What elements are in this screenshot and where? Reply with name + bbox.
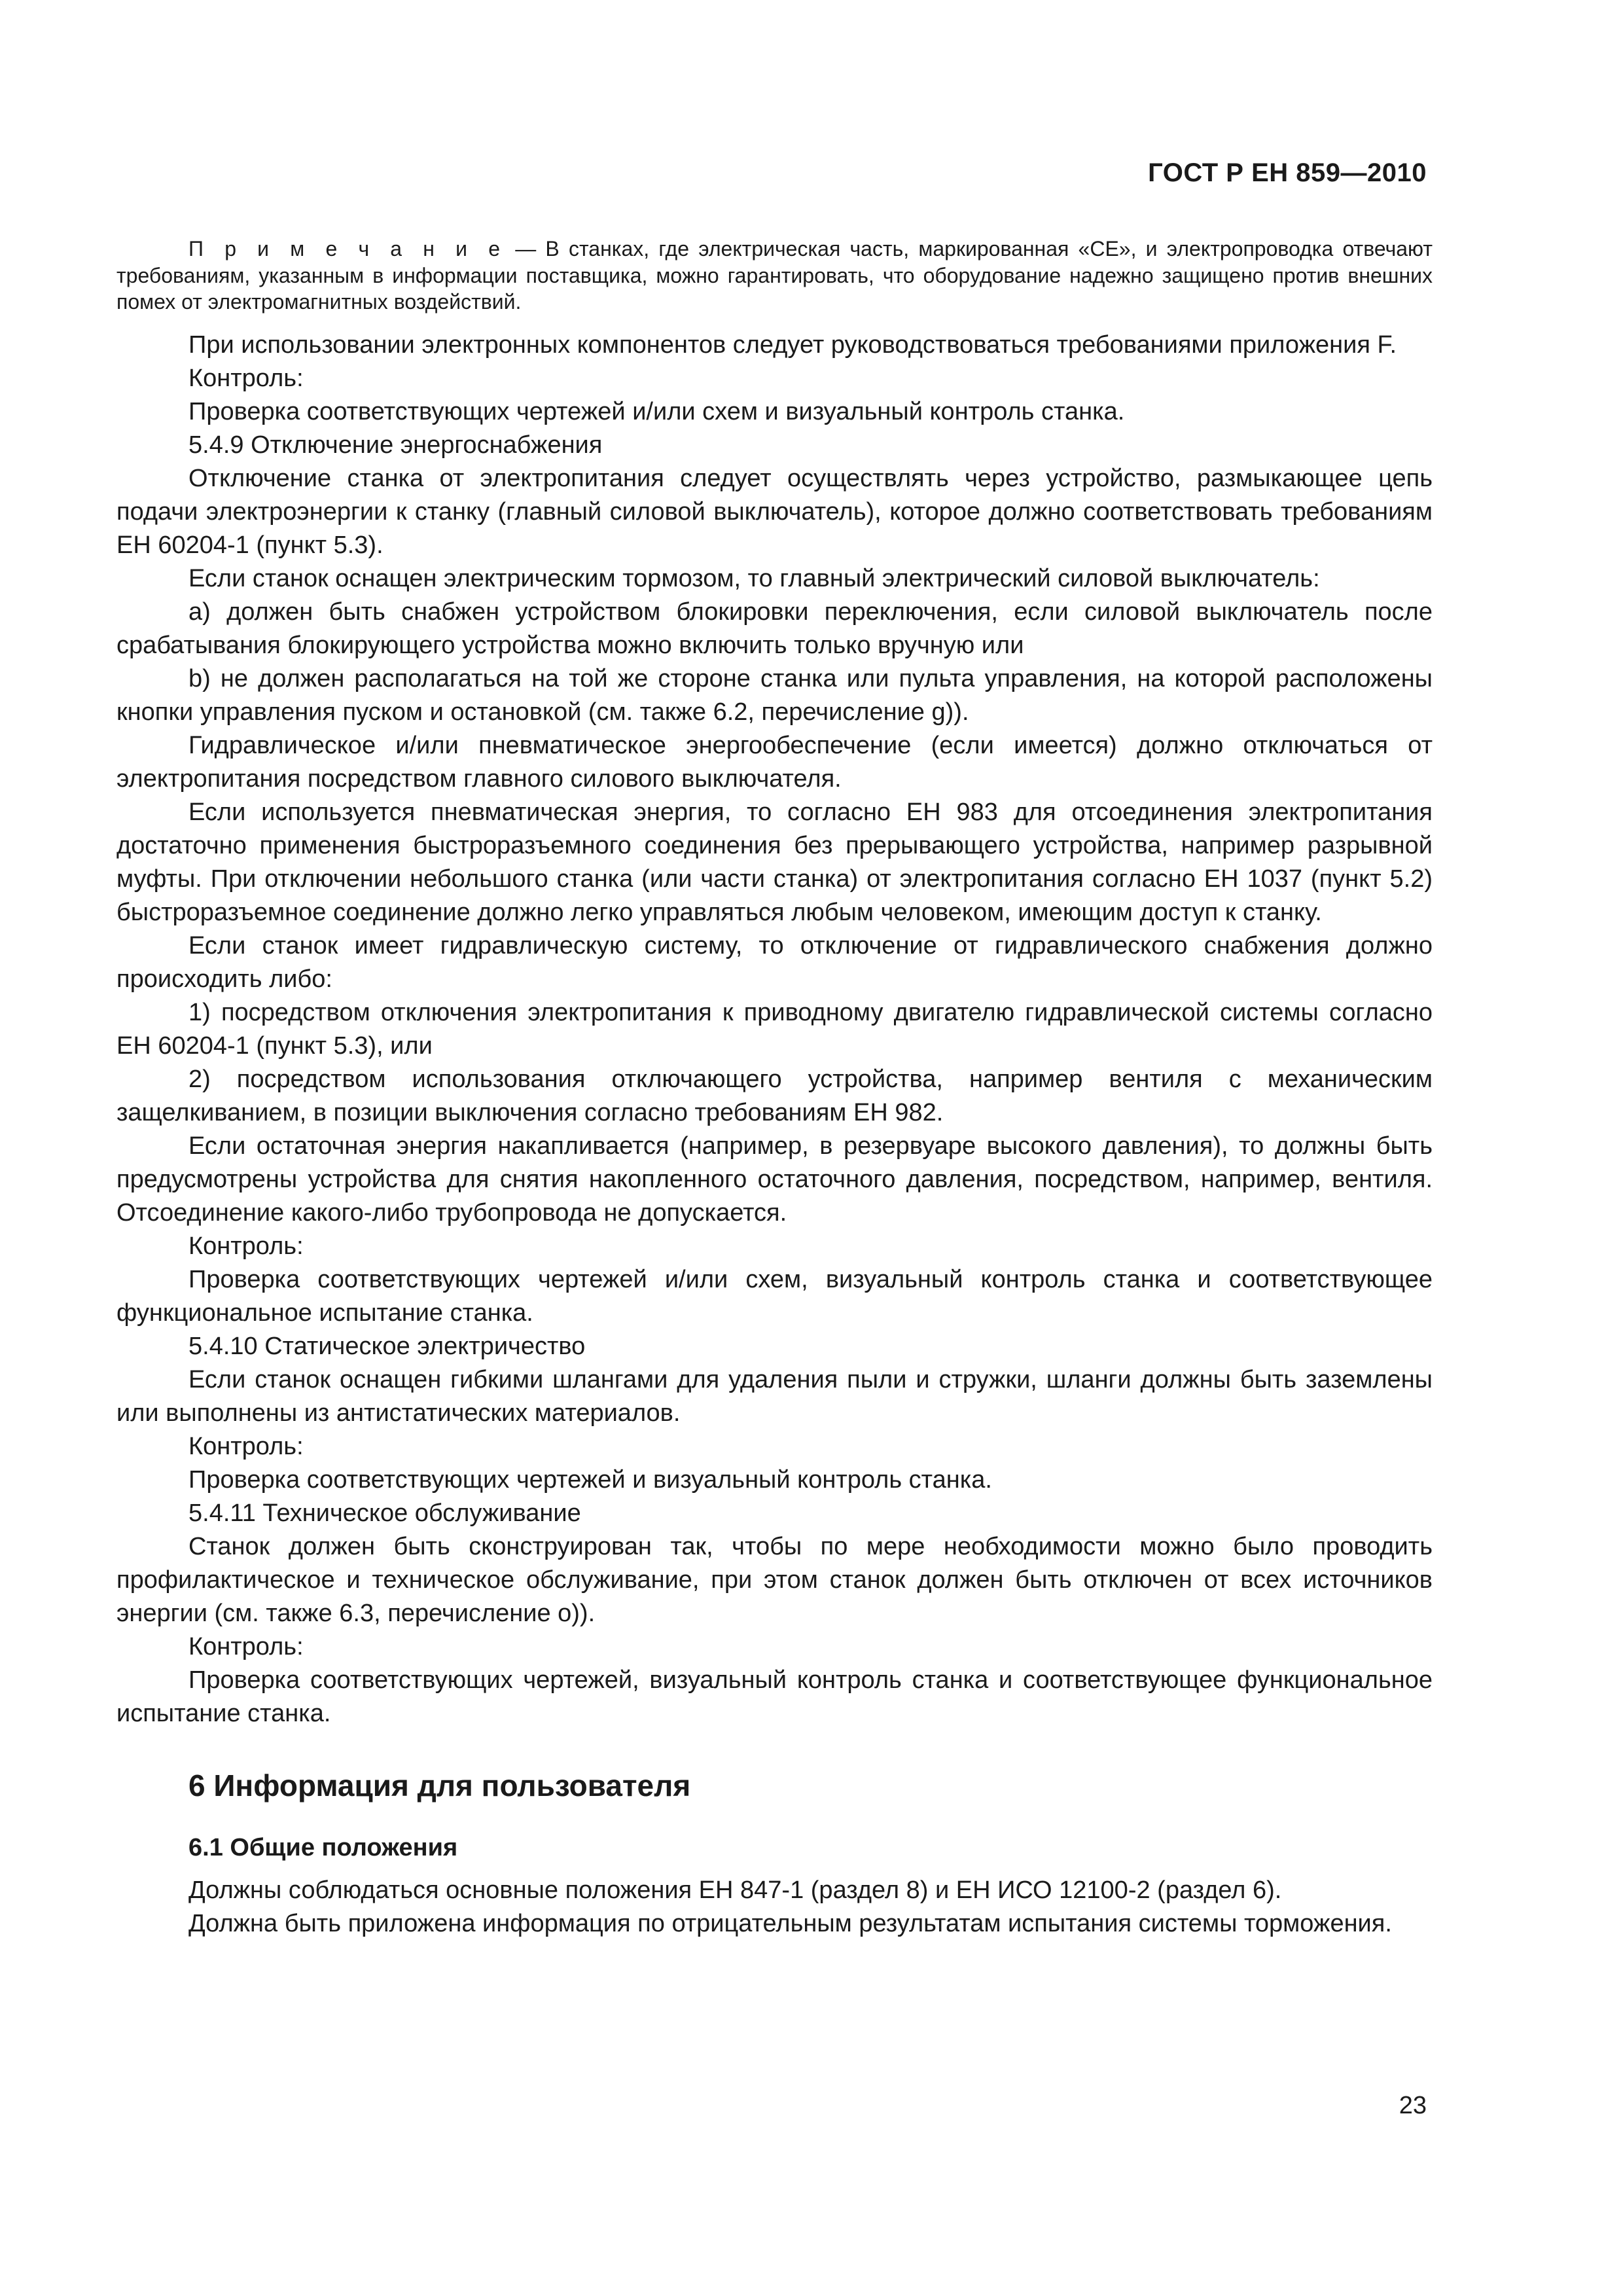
page-content bbox=[116, 236, 1433, 1941]
paragraph: Проверка соответствующих чертежей и визуальный контроль станка. bbox=[188, 1465, 992, 1494]
section-heading: 6 Информация для пользователя bbox=[188, 1768, 691, 1803]
list-item: 2) посредством использования отключающего устройства, например вентиля с механическим защелкиванием, в позиции выключения согласно требованиям ЕН 982. bbox=[116, 1065, 1433, 1126]
control-label: Контроль: bbox=[188, 364, 304, 392]
control-label: Контроль: bbox=[188, 1432, 304, 1460]
note-label: П р и м е ч а н и е bbox=[188, 237, 507, 260]
clause-heading: 5.4.9 Отключение энергоснабжения bbox=[188, 431, 603, 459]
note-text: — В станках, где электрическая часть, маркированная «CE», и электропроводка отвечают требованиям, указанным в информации поставщика, можно гарантировать, что оборудование надежно защищено против внешних помех от электромагнитных воздействий. bbox=[116, 237, 1433, 314]
paragraph: Если станок оснащен гибкими шлангами для удаления пыли и стружки, шланги должны быть заземлены или выполнены из антистатических материалов. bbox=[116, 1365, 1433, 1427]
list-item: b) не должен располагаться на той же стороне станка или пульта управления, на которой расположены кнопки управления пуском и остановкой (см. также 6.2, перечисление g)). bbox=[116, 664, 1433, 726]
clause-heading: 5.4.10 Статическое электричество bbox=[188, 1332, 586, 1360]
paragraph: Проверка соответствующих чертежей, визуальный контроль станка и соответствующее функциональное испытание станка. bbox=[116, 1666, 1433, 1727]
clause-heading: 5.4.11 Техническое обслуживание bbox=[188, 1499, 581, 1527]
list-item: a) должен быть снабжен устройством блокировки переключения, если силовой выключатель после срабатывания блокирующего устройства можно включить только вручную или bbox=[116, 598, 1433, 659]
paragraph: При использовании электронных компонентов следует руководствоваться требованиями приложения F. bbox=[188, 331, 1397, 359]
control-label: Контроль: bbox=[188, 1232, 304, 1260]
paragraph: Гидравлическое и/или пневматическое энергообеспечение (если имеется) должно отключаться от электропитания посредством главного силового выключателя. bbox=[116, 731, 1433, 793]
paragraph: Проверка соответствующих чертежей и/или схем и визуальный контроль станка. bbox=[188, 397, 1125, 425]
paragraph: Должна быть приложена информация по отрицательным результатам испытания системы торможения. bbox=[188, 1909, 1392, 1937]
paragraph: Проверка соответствующих чертежей и/или схем, визуальный контроль станка и соответствующее функциональное испытание станка. bbox=[116, 1265, 1433, 1327]
paragraph: Если используется пневматическая энергия, то согласно ЕН 983 для отсоединения электропитания достаточно применения быстроразъемного соединения без прерывающего устройства, например разрывной муфты. При отключении небольшого станка (или части станка) от электропитания согласно ЕН 1037 (пункт 5.2) быстроразъемное соединение должно легко управляться любым человеком, имеющим доступ к станку. bbox=[116, 798, 1433, 926]
paragraph: Если станок имеет гидравлическую систему, то отключение от гидравлического снабжения должно происходить либо: bbox=[116, 931, 1433, 993]
subsection-heading: 6.1 Общие положения bbox=[188, 1833, 458, 1861]
list-item: 1) посредством отключения электропитания к приводному двигателю гидравлической системы согласно ЕН 60204-1 (пункт 5.3), или bbox=[116, 998, 1433, 1060]
paragraph: Должны соблюдаться основные положения ЕН 847-1 (раздел 8) и ЕН ИСО 12100-2 (раздел 6). bbox=[188, 1876, 1282, 1904]
note-paragraph bbox=[116, 236, 1433, 315]
paragraph: Если остаточная энергия накапливается (например, в резервуаре высокого давления), то должны быть предусмотрены устройства для снятия накопленного остаточного давления, посредством, например, вентиля. Отсоединение какого-либо трубопровода не допускается. bbox=[116, 1132, 1433, 1227]
document-header: ГОСТ Р ЕН 859—2010 bbox=[1148, 158, 1427, 187]
paragraph: Если станок оснащен электрическим тормозом, то главный электрический силовой выключатель: bbox=[188, 564, 1320, 592]
paragraph: Станок должен быть сконструирован так, чтобы по мере необходимости можно было проводить профилактическое и техническое обслуживание, при этом станок должен быть отключен от всех источников энергии (см. также 6.3, перечисление о)). bbox=[116, 1532, 1433, 1627]
control-label: Контроль: bbox=[188, 1632, 304, 1660]
paragraph: Отключение станка от электропитания следует осуществлять через устройство, размыкающее цепь подачи электроэнергии к станку (главный силовой выключатель), которое должно соответствовать требованиям ЕН 60204-1 (пункт 5.3). bbox=[116, 464, 1433, 559]
page-number: 23 bbox=[1399, 2092, 1427, 2119]
